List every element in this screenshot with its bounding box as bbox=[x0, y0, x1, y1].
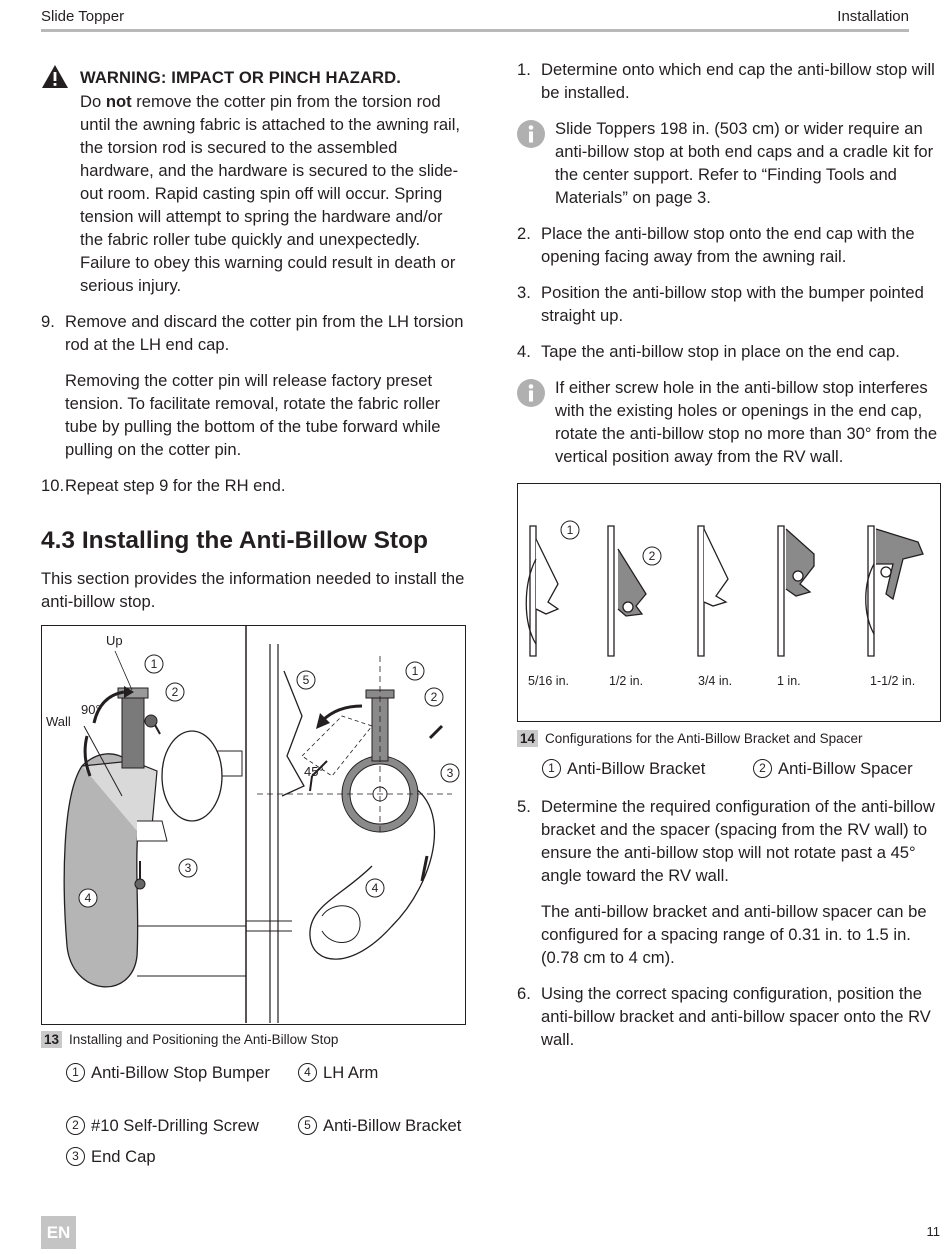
warning-icon bbox=[41, 64, 69, 89]
right-column bbox=[517, 58, 939, 1051]
figure-14 bbox=[517, 483, 941, 722]
fig13-callout-5b: 5 bbox=[302, 673, 310, 687]
fig13-45-label: 45° bbox=[304, 764, 324, 779]
step-5: 5. Determine the required configuration of the anti-billow bracket and the spacer (spacing from the RV wall) to ensure the anti-billow stop will not rotate past a 45° angle toward the RV wall. bbox=[517, 797, 935, 885]
config-label-2: 1/2 in. bbox=[609, 674, 644, 688]
fig13-callout-3b: 3 bbox=[446, 766, 454, 780]
info-note-2: If either screw hole in the anti-billow stop interferes with the existing holes or openings in the end cap, rotate the anti-billow stop no more than 30° from the vertical position away from the RV wall. bbox=[517, 376, 939, 468]
legend-item-3: 3 End Cap bbox=[66, 1145, 156, 1168]
language-badge: EN bbox=[41, 1216, 76, 1249]
info-note-1: Slide Toppers 198 in. (503 cm) or wider require an anti-billow stop at both end caps and a cradle kit for the center support. Refer to “Finding Tools and Materials” on page 3. bbox=[517, 117, 939, 209]
config-label-1: 5/16 in. bbox=[528, 674, 570, 688]
figure-13 bbox=[41, 625, 466, 1025]
step-3: 3. Position the anti-billow stop with the bumper pointed straight up. bbox=[517, 283, 924, 325]
section-intro: This section provides the information needed to install the anti-billow stop. bbox=[41, 569, 465, 611]
fig13-wall-label: Wall bbox=[46, 714, 71, 729]
step-2: 2. Place the anti-billow stop onto the end cap with the opening facing away from the awning rail. bbox=[517, 224, 915, 266]
page-header bbox=[41, 6, 909, 32]
fig13-callout-4b: 4 bbox=[371, 881, 379, 895]
step-10: 10. Repeat step 9 for the RH end. bbox=[41, 476, 286, 495]
page-number: 11 bbox=[926, 1224, 940, 1239]
warning-block bbox=[41, 66, 466, 297]
legend-item-1: 1 Anti-Billow Stop Bumper bbox=[66, 1061, 271, 1084]
legend14-item-1: 1 Anti-Billow Bracket bbox=[542, 757, 705, 780]
legend14-item-2: 2 Anti-Billow Spacer bbox=[753, 757, 913, 780]
fig13-up-label: Up bbox=[106, 633, 123, 648]
legend-item-4: 4 LH Arm bbox=[298, 1061, 378, 1084]
fig13-callout-2a: 2 bbox=[171, 685, 179, 699]
fig13-left-panel bbox=[46, 633, 246, 987]
step-9: 9. Remove and discard the cotter pin from the LH torsion rod at the LH end cap. bbox=[41, 312, 464, 354]
step-9-note: Removing the cotter pin will release factory preset tension. To facilitate removal, rotate the fabric roller tube by pulling the bottom of the tube forward while pulling on the cotter pin. bbox=[65, 371, 441, 459]
info-icon bbox=[517, 379, 545, 407]
fig13-callout-3a: 3 bbox=[184, 861, 192, 875]
config-label-5: 1-1/2 in. bbox=[870, 674, 916, 688]
figure-13-legend bbox=[41, 1061, 466, 1166]
config-label-4: 1 in. bbox=[777, 674, 801, 688]
fig14-callout-2: 2 bbox=[648, 549, 656, 563]
step-1: 1. Determine onto which end cap the anti-billow stop will be installed. bbox=[517, 60, 935, 102]
fig13-90-label: 90° bbox=[81, 702, 101, 717]
figure-14-legend bbox=[517, 757, 939, 782]
legend-item-5: 5 Anti-Billow Bracket bbox=[298, 1114, 461, 1137]
left-column bbox=[41, 66, 466, 1166]
figure-14-number: 14 bbox=[517, 730, 538, 747]
info-icon bbox=[517, 120, 545, 148]
legend-item-2: 2 #10 Self-Drilling Screw bbox=[66, 1114, 259, 1137]
fig13-callout-1a: 1 bbox=[150, 657, 158, 671]
step-4: 4. Tape the anti-billow stop in place on the end cap. bbox=[517, 342, 900, 361]
figure-14-caption: 14 Configurations for the Anti-Billow Bracket and Spacer bbox=[517, 730, 939, 747]
header-section: Installation bbox=[837, 8, 909, 25]
fig13-callout-2b: 2 bbox=[430, 690, 438, 704]
config-label-3: 3/4 in. bbox=[698, 674, 733, 688]
step-6: 6. Using the correct spacing configuration, position the anti-billow bracket and anti-billow spacer onto the RV wall. bbox=[517, 984, 931, 1049]
warning-title: WARNING: IMPACT OR PINCH HAZARD. bbox=[80, 68, 401, 87]
fig13-right-panel bbox=[246, 644, 459, 1023]
figure-14-illustration bbox=[518, 484, 939, 720]
fig14-callout-1: 1 bbox=[566, 523, 574, 537]
step-5-note: The anti-billow bracket and anti-billow spacer can be configured for a spacing range of 0.31 in. to 1.5 in. (0.78 cm to 4 cm). bbox=[541, 902, 927, 967]
figure-13-illustration bbox=[42, 626, 464, 1023]
fig13-callout-1b: 1 bbox=[411, 664, 419, 678]
header-title: Slide Topper bbox=[41, 8, 125, 25]
figure-13-caption: 13 Installing and Positioning the Anti-Billow Stop bbox=[41, 1031, 466, 1048]
warning-text: Do not remove the cotter pin from the torsion rod until the awning fabric is attached to the awning rail, the torsion rod is secured to the assembled hardware, and the hardware is secured to the slide-out room. Rapid casting spin off will occur. Spring tension will attempt to spring the hardware and/or the fabric roller tube quickly and unexpectedly. Failure to obey this warning could result in death or serious injury. bbox=[80, 92, 461, 295]
figure-13-number: 13 bbox=[41, 1031, 62, 1048]
section-title: 4.3 Installing the Anti-Billow Stop bbox=[41, 527, 429, 554]
fig13-callout-4a: 4 bbox=[84, 891, 92, 905]
